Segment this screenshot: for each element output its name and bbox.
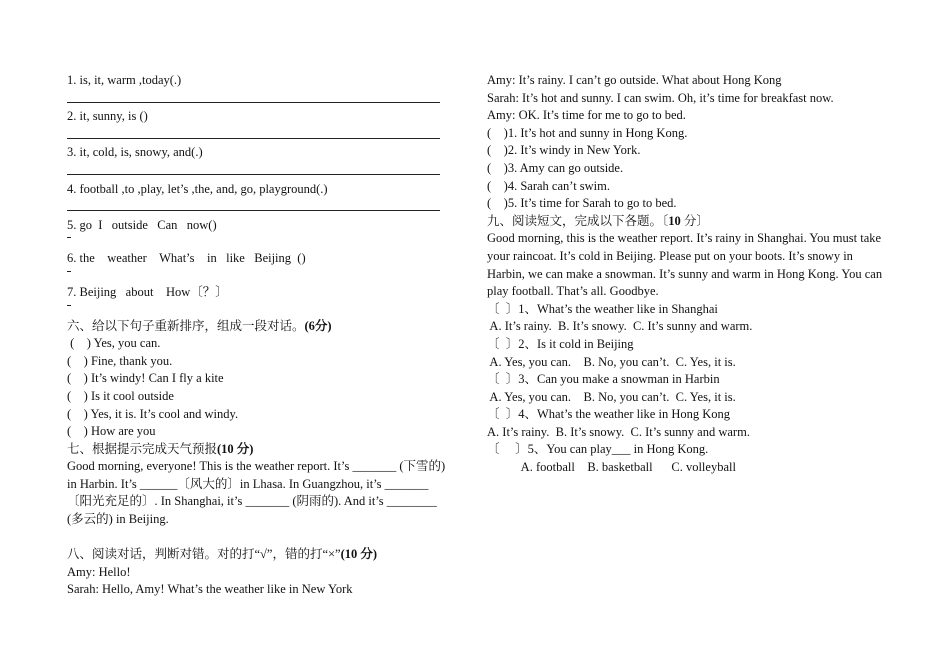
dialog-line: Sarah: It’s hot and sunny. I can swim. Oh, it’s time for breakfast now. (487, 90, 834, 105)
answer-mark-5 (67, 237, 71, 238)
reorder-item-4: 4. football ,to ,play, let’s ,the, and, go, playground(.) (67, 181, 328, 196)
dialog-order-item: ( ) Fine, thank you. (67, 353, 173, 368)
section7-heading (67, 441, 447, 459)
reading-passage: Good morning, this is the weather report. It’s rainy in Shanghai. You must take your raincoat. It’s cold in Beijing. Please put on your boots. It’s snowy in Harbin, we can make a snowman. It’s sunny and warm in Hong Kong. You can play football. That’s all. Goodbye. (487, 231, 883, 299)
judge-item: ( )2. It’s windy in New York. (487, 143, 641, 158)
section8-heading (67, 546, 447, 564)
answer-line-3 (67, 162, 440, 175)
question-line: 〔 〕1、What’s the weather like in Shanghai (487, 301, 718, 316)
dialog-line: Amy: Hello! (67, 564, 131, 579)
section9-title: 九、阅读短文，完成以下各题。〔 (487, 213, 669, 228)
dialog-order-item: ( ) How are you (67, 424, 156, 439)
question-line: 〔 〕2、Is it cold in Beijing (487, 336, 634, 351)
section7-title: 七、根据提示完成天气预报 (67, 441, 218, 456)
judge-item: ( )4. Sarah can’t swim. (487, 178, 611, 193)
question-5-options: A. football B. basketball C. volleyball (487, 460, 736, 475)
section8-title: 八、阅读对话，判断对错。对的打“√”，错的打“×” (67, 547, 341, 562)
dialog-line: Amy: It’s rainy. I can’t go outside. What about Hong Kong (487, 73, 782, 87)
section9-heading (487, 213, 887, 231)
dialog-line: Amy: OK. It’s time for me to go to bed. (487, 108, 686, 123)
options-line: A. Yes, you can. B. No, you can’t. C. Yes, it is. (487, 389, 736, 404)
dialog-order-item: ( ) Is it cool outside (67, 388, 174, 403)
options-line: A. It’s rainy. B. It’s snowy. C. It’s sunny and warm. (487, 424, 750, 439)
reorder-item-7: 7. Beijing about How〔？〕 (67, 284, 228, 299)
judge-item: ( )3. Amy can go outside. (487, 160, 624, 175)
reorder-item-5: 5. go I outside Can now() (67, 217, 217, 232)
question-line: 〔 〕3、Can you make a snowman in Harbin (487, 372, 720, 387)
options-line: A. Yes, you can. B. No, you can’t. C. Yes, it is. (487, 354, 736, 369)
options-line: A. It’s rainy. B. It’s snowy. C. It’s sunny and warm. (487, 319, 753, 334)
reorder-item-2: 2. it, sunny, is () (67, 109, 148, 124)
question-5: 〔 〕5、You can play___ in Hong Kong. (487, 442, 709, 457)
dialog-line: Sarah: Hello, Amy! What’s the weather like in New York (67, 582, 353, 597)
reorder-item-6: 6. the weather What’s in like Beijing () (67, 251, 306, 266)
section9-title-end: 分〕 (680, 213, 709, 228)
answer-mark-6 (67, 271, 71, 272)
section6-title: 六、给以下句子重新排序，组成一段对话。 (67, 318, 305, 333)
section6-heading (67, 318, 447, 336)
weather-report-cloze: Good morning, everyone! This is the weather report. It’s _______ (下雪的) in Harbin. It’s ______〔风大的〕in Lhasa. In Guangzhou, it’s _______〔阳光充足的〕. In Shanghai, it’s _______ (阴雨的). And it’s ________ (多云的) in Beijing. (67, 459, 446, 527)
question-line: 〔 〕4、What’s the weather like in Hong Kong (487, 407, 731, 422)
spacer (67, 529, 447, 547)
dialog-order-item: ( ) Yes, you can. (67, 336, 161, 351)
answer-line-1 (67, 90, 440, 103)
judge-item: ( )5. It’s time for Sarah to go to bed. (487, 196, 677, 211)
dialog-order-item: ( ) It’s windy! Can I fly a kite (67, 371, 224, 386)
section6-score: (6分) (304, 318, 332, 333)
left-column (67, 72, 447, 599)
judge-item: ( )1. It’s hot and sunny in Hong Kong. (487, 125, 688, 140)
reorder-item-3: 3. it, cold, is, snowy, and(.) (67, 145, 203, 160)
answer-line-4 (67, 198, 440, 211)
dialog-order-item: ( ) Yes, it is. It’s cool and windy. (67, 406, 239, 421)
reorder-item-1: 1. is, it, warm ,today(.) (67, 73, 182, 87)
right-column (487, 72, 887, 477)
section9-score: 10 (668, 213, 681, 228)
section7-score: (10 分) (217, 441, 254, 456)
answer-mark-7 (67, 305, 71, 306)
section8-score: (10 分) (340, 547, 378, 562)
answer-line-2 (67, 126, 440, 139)
